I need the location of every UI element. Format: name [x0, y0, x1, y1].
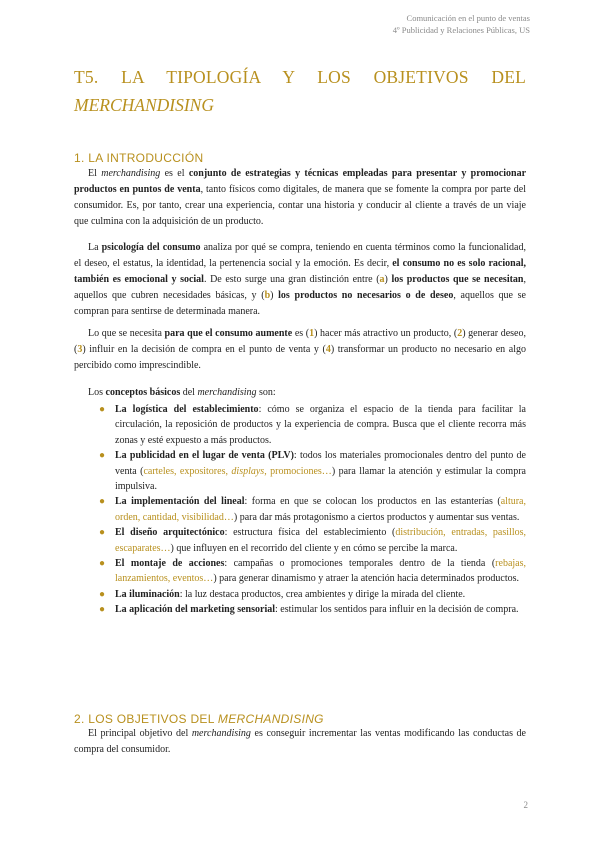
page-number: 2 [523, 800, 528, 810]
basic-concepts-list [74, 402, 526, 618]
bullet-icon: ● [99, 604, 106, 616]
list-item: ● El diseño arquitectónico: estructura física del establecimiento (distribución, entradas, pasillos, escaparates…) que influyen en el recorrido del cliente y en cómo se percibe la marca. [99, 527, 526, 554]
page-title-subject: MERCHANDISING [74, 95, 214, 115]
list-item: ● La implementación del lineal: forma en que se colocan los productos en las estanterías (altura, orden, cantidad, visibilidad…) para dar más protagonismo a ciertos productos y aumentar sus ventas. [99, 496, 526, 523]
bullet-icon: ● [99, 496, 106, 508]
bullet-icon: ● [99, 527, 106, 539]
list-item: ● La iluminación: la luz destaca productos, crea ambientes y dirige la mirada del cliente. [74, 587, 526, 602]
list-item: ● La publicidad en el lugar de venta (PLV): todos los materiales promocionales dentro del punto de venta (carteles, expositores, displays, promociones…) para llamar la atención y estimular la compra impulsiva. [99, 450, 526, 493]
basic-concepts-intro: Los conceptos básicos del merchandising son: [88, 387, 276, 398]
bullet-icon: ● [99, 588, 106, 600]
consumption-goals-paragraph: Lo que se necesita para que el consumo aumente es (1) hacer más atractivo un producto, (2) generar deseo, (3) influir en la decisión de compra en el punto de venta y (4) transformar un producto no necesario en algo percibido como imprescindible. [74, 328, 526, 371]
list-item: ● El montaje de acciones: campañas o promociones temporales dentro de la tienda (rebajas, lanzamientos, eventos…) para generar dinamismo y atraer la atención hacia determinados productos. [99, 558, 526, 585]
intro-paragraph: El merchandising es el conjunto de estrategias y técnicas empleadas para presentar y promocionar productos en puntos de venta, tanto físicos como digitales, de manera que se fomente la compra por parte del consumidor. Es, por tanto, crear una experiencia, contar una historia y conducir al cliente a través de un viaje que culmina con la adquisición de un producto. [74, 168, 527, 227]
header-degree: 4º Publicidad y Relaciones Públicas, US [392, 25, 530, 35]
consumer-psychology-paragraph: La psicología del consumo analiza por qué se compra, teniendo en cuenta términos como la funcionalidad, el deseo, el estatus, la identidad, la pertenencia social y la emoción. Es decir, el consumo no es solo racional, también es emocional y social. De esto surge una gran distinción entre (a) los productos que se necesitan, aquellos que cubren necesidades básicas, y (b) los productos no necesarios o de deseo, aquellos que se compran para sentirse de determinada manera. [74, 242, 526, 317]
section-heading-introduction: 1. LA INTRODUCCIÓN [74, 151, 204, 165]
section-heading-objectives: 2. LOS OBJETIVOS DEL MERCHANDISING [74, 712, 324, 726]
list-item: ● La logística del establecimiento: cómo se organiza el espacio de la tienda para facilitar la circulación, la reposición de productos y la experiencia de compra. Busca que el cliente recorra más zonas y esté expuesto a más productos. [99, 404, 526, 446]
objectives-paragraph: El principal objetivo del merchandising es conseguir incrementar las ventas modificando las conductas de compra del consumidor. [74, 728, 527, 755]
bullet-icon: ● [99, 558, 106, 570]
header-course: Comunicación en el punto de ventas [406, 13, 530, 23]
list-item: ● La aplicación del marketing sensorial: estimular los sentidos para influir en la decisión de compra. [74, 602, 526, 617]
bullet-icon: ● [99, 450, 106, 462]
running-header [393, 12, 530, 36]
page-title: T5. LA TIPOLOGÍA Y LOS OBJETIVOS DEL [74, 67, 526, 87]
bullet-icon: ● [99, 404, 106, 415]
